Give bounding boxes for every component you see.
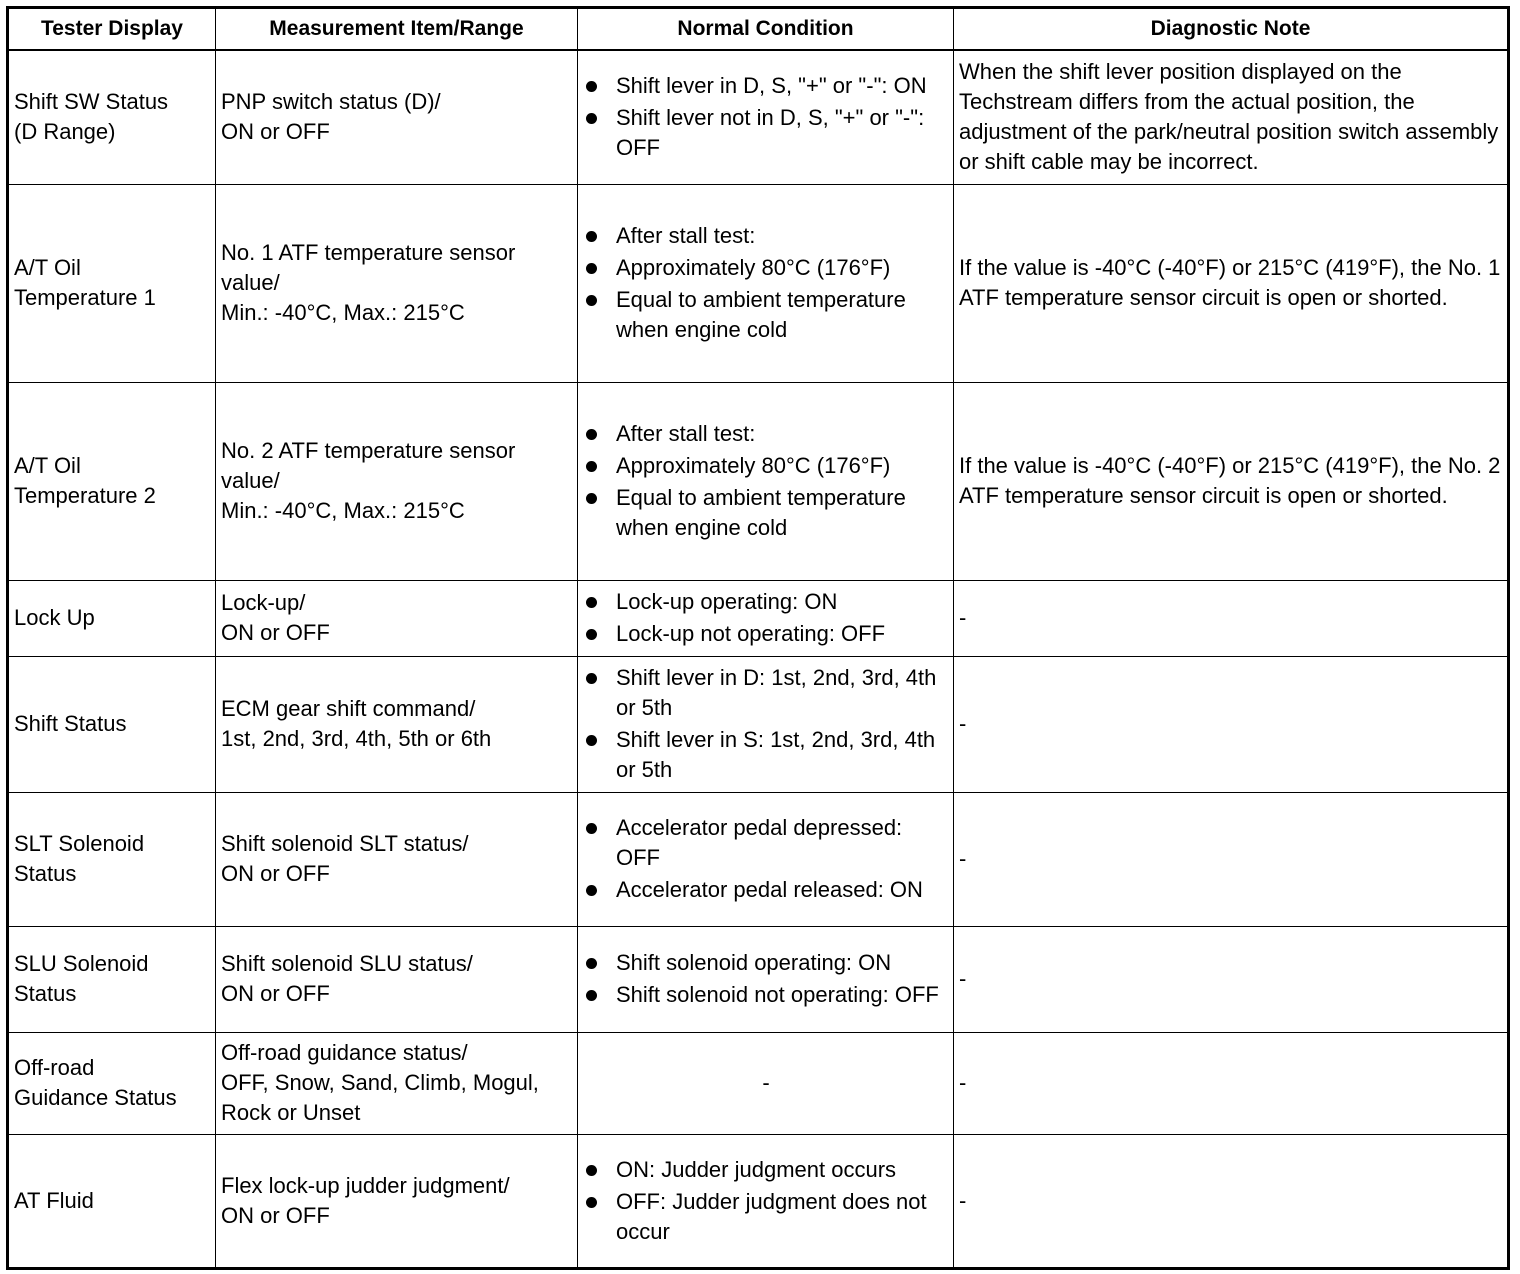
list-item: Shift lever not in D, S, "+" or "-": OFF [583,103,949,163]
measurement-cell [216,792,578,926]
bullet-icon [586,113,597,124]
tester-display-cell [8,580,216,656]
tester-display-cell [8,1134,216,1268]
normal-condition-cell [578,184,954,382]
tester-display-line: Shift Status [14,711,127,736]
diagnostic-note-cell: - [954,656,1509,792]
normal-condition-cell [578,580,954,656]
normal-condition-cell [578,656,954,792]
measurement-line: ON or OFF [221,1202,330,1228]
tester-display-cell [8,792,216,926]
measurement-line: OFF, Snow, Sand, Climb, Mogul, Rock or Unset [221,1070,539,1125]
diagnostic-note-cell: If the value is -40°C (-40°F) or 215°C (419°F), the No. 1 ATF temperature sensor circuit is open or shorted. [954,184,1509,382]
tester-display-line: SLU Solenoid [14,951,149,976]
tester-display-line: (D Range) [14,119,116,145]
normal-condition-list [583,813,949,905]
normal-condition-list [583,221,949,345]
table-row [8,926,1509,1032]
list-item: Shift lever in D: 1st, 2nd, 3rd, 4th or 5th [583,663,949,723]
measurement-line: Min.: -40°C, Max.: 215°C [221,300,465,325]
measurement-line: 1st, 2nd, 3rd, 4th, 5th or 6th [221,726,492,751]
table-row [8,1134,1509,1268]
measurement-line: Min.: -40°C, Max.: 215°C [221,498,465,523]
table-row [8,792,1509,926]
bullet-icon [586,1165,597,1176]
tester-display-cell [8,50,216,184]
diagnostic-note-cell: - [954,580,1509,656]
measurement-cell [216,656,578,792]
tester-display-line: A/T Oil [14,453,81,478]
bullet-icon [586,823,597,834]
bullet-icon [586,673,597,684]
list-item: Lock-up operating: ON [583,587,949,617]
diagnostic-note-cell: - [954,926,1509,1032]
measurement-cell [216,50,578,184]
tester-display-line: Shift SW Status [14,89,169,115]
normal-condition-list [583,71,949,163]
bullet-icon [586,1197,597,1208]
measurement-line: ON or OFF [221,620,330,645]
tester-display-cell [8,656,216,792]
data-list-table [6,6,1510,1270]
diagnostic-note-cell: If the value is -40°C (-40°F) or 215°C (419°F), the No. 2 ATF temperature sensor circuit is open or shorted. [954,382,1509,580]
table-row [8,184,1509,382]
list-item: OFF: Judder judgment does not occur [583,1187,949,1247]
header-row [8,8,1509,51]
measurement-cell [216,926,578,1032]
measurement-cell [216,580,578,656]
bullet-icon [586,735,597,746]
table-row [8,656,1509,792]
measurement-line: Off-road guidance status/ [221,1040,468,1065]
tester-display-cell [8,382,216,580]
normal-condition-list [583,1155,949,1247]
measurement-cell [216,382,578,580]
bullet-icon [586,429,597,440]
diagnostic-note-cell: When the shift lever position displayed on the Techstream differs from the actual position, the adjustment of the park/neutral position switch assembly or shift cable may be incorrect. [954,50,1509,184]
measurement-line: Flex lock-up judder judgment/ [221,1172,510,1198]
measurement-line: Shift solenoid SLT status/ [221,831,469,856]
bullet-icon [586,231,597,242]
list-item: After stall test: [583,221,949,251]
list-item: Lock-up not operating: OFF [583,619,949,649]
measurement-line: Lock-up/ [221,590,306,615]
tester-display-line: Temperature 2 [14,483,156,508]
tester-display-line: AT Fluid [14,1187,94,1213]
normal-condition-cell [578,926,954,1032]
list-item: Equal to ambient temperature when engine cold [583,483,949,543]
bullet-icon [586,263,597,274]
bullet-icon [586,958,597,969]
table-row [8,580,1509,656]
measurement-line: ON or OFF [221,119,330,145]
tester-display-line: Lock Up [14,605,95,630]
tester-display-line: Status [14,981,77,1006]
normal-condition-list [583,948,949,1010]
tester-display-line: Status [14,861,77,886]
header-measurement-item-range: Measurement Item/Range [216,8,578,51]
list-item: After stall test: [583,419,949,449]
normal-condition-cell [578,50,954,184]
table-row [8,382,1509,580]
bullet-icon [586,990,597,1001]
diagnostic-note-cell: - [954,792,1509,926]
normal-condition-list [583,663,949,785]
diagnostic-note-cell: - [954,1032,1509,1134]
measurement-line: ON or OFF [221,861,330,886]
measurement-line: PNP switch status (D)/ [221,89,441,115]
tester-display-line: A/T Oil [14,255,81,280]
table-row [8,50,1509,184]
measurement-cell [216,1134,578,1268]
measurement-cell [216,184,578,382]
normal-condition-cell [578,382,954,580]
table-row [8,1032,1509,1134]
tester-display-line: Temperature 1 [14,285,156,310]
list-item: Accelerator pedal depressed: OFF [583,813,949,873]
normal-condition-list [583,587,949,649]
list-item: Approximately 80°C (176°F) [583,253,949,283]
header-normal-condition: Normal Condition [578,8,954,51]
diagnostic-note-cell: - [954,1134,1509,1268]
measurement-line: Shift solenoid SLU status/ [221,951,473,976]
list-item: Accelerator pedal released: ON [583,875,949,905]
list-item: Shift solenoid not operating: OFF [583,980,949,1010]
measurement-line: No. 1 ATF temperature sensor value/ [221,240,516,295]
bullet-icon [586,629,597,640]
bullet-icon [586,81,597,92]
list-item: Shift lever in S: 1st, 2nd, 3rd, 4th or 5th [583,725,949,785]
list-item: Approximately 80°C (176°F) [583,451,949,481]
bullet-icon [586,295,597,306]
normal-condition-list [583,419,949,543]
normal-condition-cell: - [578,1032,954,1134]
header-diagnostic-note: Diagnostic Note [954,8,1509,51]
list-item: ON: Judder judgment occurs [583,1155,949,1185]
tester-display-line: Guidance Status [14,1085,177,1110]
measurement-line: No. 2 ATF temperature sensor value/ [221,438,516,493]
tester-display-line: SLT Solenoid [14,831,145,856]
list-item: Shift solenoid operating: ON [583,948,949,978]
measurement-line: ECM gear shift command/ [221,696,476,721]
normal-condition-cell [578,792,954,926]
measurement-line: ON or OFF [221,981,330,1006]
tester-display-cell [8,926,216,1032]
list-item: Shift lever in D, S, "+" or "-": ON [583,71,949,101]
tester-display-line: Off-road [14,1055,95,1080]
header-tester-display: Tester Display [8,8,216,51]
bullet-icon [586,597,597,608]
list-item: Equal to ambient temperature when engine cold [583,285,949,345]
measurement-cell [216,1032,578,1134]
normal-condition-cell [578,1134,954,1268]
bullet-icon [586,493,597,504]
tester-display-cell [8,1032,216,1134]
bullet-icon [586,885,597,896]
tester-display-cell [8,184,216,382]
bullet-icon [586,461,597,472]
